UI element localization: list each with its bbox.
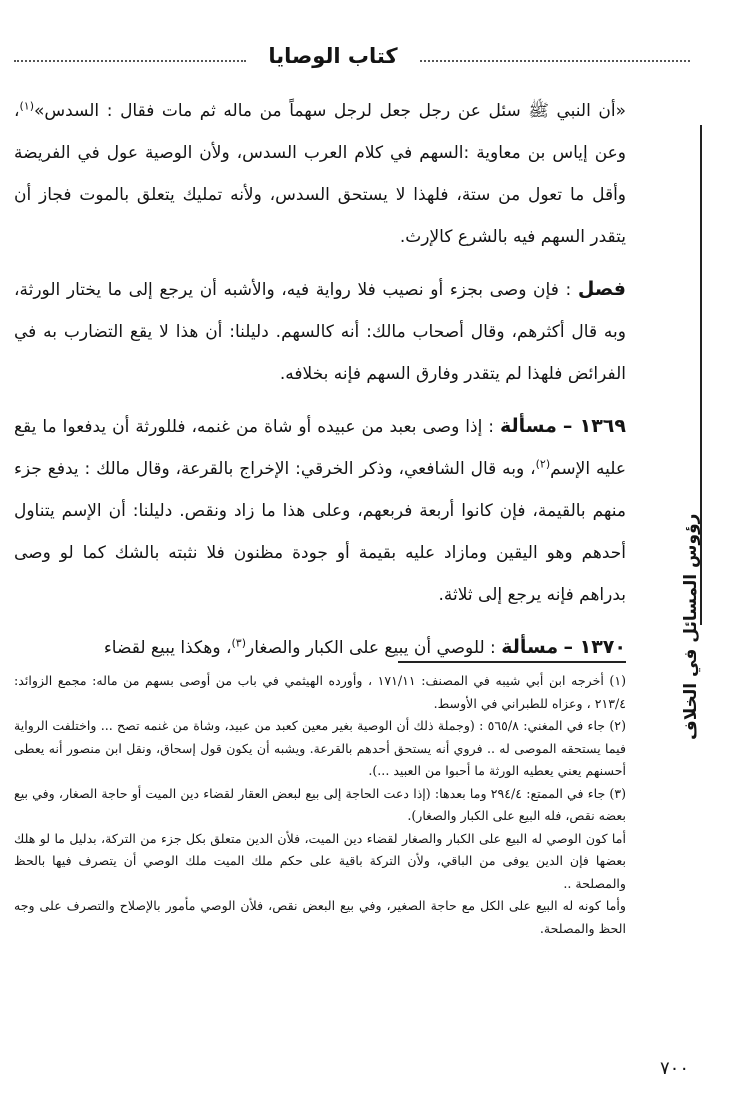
footnote-2: (٢) جاء في المغني: ٥٦٥/٨ : (وجملة ذلك أن الوصية بغير معين كعبد من عبيد، وشاة من غنمه تصح ... واختلفت الرواية فيما يستحقه الموصى له .. فروي أنه يستحق أحدهم بالقرعة. ويشبه أن يكون قول إسحاق، ونقل ابن منصور أنه يعطى أحسنهم يعني يعطيه الورثة ما أحبوا من العبيد ...). [14,718,626,778]
footnote-3: (٣) جاء في الممتع: ٢٩٤/٤ وما بعدها: (إذا دعت الحاجة إلى بيع لبعض العقار لقضاء دين الميت أو حاجة الصغار، وفي بيع بعضه نقص، فله البيع على الكبار والصغار). [14,785,626,823]
issue-heading-1369: مسألة [500,415,557,437]
main-text [14,90,626,669]
section-fasl: فصل : فإن وصى بجزء أو نصيب فلا رواية فيه، والأشبه أن يرجع إلى ما يختار الورثة، وبه قال أكثرهم، وقال أصحاب مالك: أنه كالسهم. دليلنا: أن هذا لا يقع التضارب به في الفرائض فلهذا لم يتقدر وفارق السهم فإنه بخلافه. [14,278,626,384]
running-header [14,44,690,80]
issue-number-1369: ١٣٦٩ – [562,415,626,437]
side-book-title-text: رؤوس المسائل في الخلاف [681,513,701,740]
issue-1370: ١٣٧٠ – مسألة : للوصي أن يبيع على الكبار والصغار$^{(٣)}$، وهكذا يبيع لقضاء [103,636,626,658]
header-rule-left [14,60,246,62]
footnote-3-cont-1: أما كون الوصي له البيع على الكبار والصغار لقضاء دين الميت، فلأن الدين متعلق بكل جزء من التركة، بدليل ما لو هلك بعضها فإن الدين يوفى من الباقي، ولأن التركة باقية على حكم ملك الميت ملك الوصي أن يتصرف فيها بالحظ والمصلحة .. [14,830,626,891]
issue-number-1370: ١٣٧٠ – [563,636,626,658]
footnotes [14,670,626,940]
footnote-ref-3: (٣) [231,636,246,650]
issue-heading-1370: مسألة [501,636,559,658]
page-number: ٧٠٠ [660,1058,690,1079]
fasl-heading: فصل [577,278,626,300]
issue-1369: ١٣٦٩ – مسألة : إذا وصى بعبد من عبيده أو شاة من غنمه، فللورثة أن يدفعوا ما يقع عليه الإسم$^{(٢)}$، وبه قال الشافعي، وذكر الخرقي: الإخراج بالقرعة، وقال مالك : يدفع جزء منهم بالقيمة، فإن كانوا أربعة فربعهم، وعلى هذا ما زاد ونقص. دليلنا: أن الإسم يتناول أحدهم وهو اليقين ومازاد عليه بقيمة أو جودة مظنون فلا نثبته بالشك كما لو وصى بدراهم فإنه يرجع إلى ثلاثة. [14,415,626,605]
header-rule-right [420,60,690,62]
footnote-ref-1: (١) [19,99,35,113]
paragraph-1: «أن النبي ﷺ سئل عن رجل جعل لرجل سهماً من ماله ثم مات فقال : السدس»$^{(١)}$، وعن إياس بن معاوية :السهم في كلام العرب السدس، ولأن الوصية عول في الفريضة وأقل ما تعول من ستة، فلهذا لا يستحق السدس، ولأنه تمليك يتعلق بالموت فجاز أن يتقدر السهم فيه بالشرع كالإرث. [14,99,626,247]
footnote-3-cont-2: وأما كونه له البيع على الكل مع حاجة الصغير، وفي بيع البعض نقص، فلأن الوصي مأمور بالإصلاح والتصرف على وجه الحظ والمصلحة. [14,898,626,936]
footnote-1: (١) أخرجه ابن أبي شيبه في المصنف: ١٧١/١١ ، وأورده الهيثمي في باب من أوصى بسهم من ماله: مجمع الزوائد: ٢١٣/٤ ، وعزاه للطبراني في الأوسط. [14,673,626,711]
footnote-ref-2: (٢) [535,457,551,471]
chapter-title: كتاب الوصايا [268,44,398,68]
footnote-separator [398,661,626,663]
